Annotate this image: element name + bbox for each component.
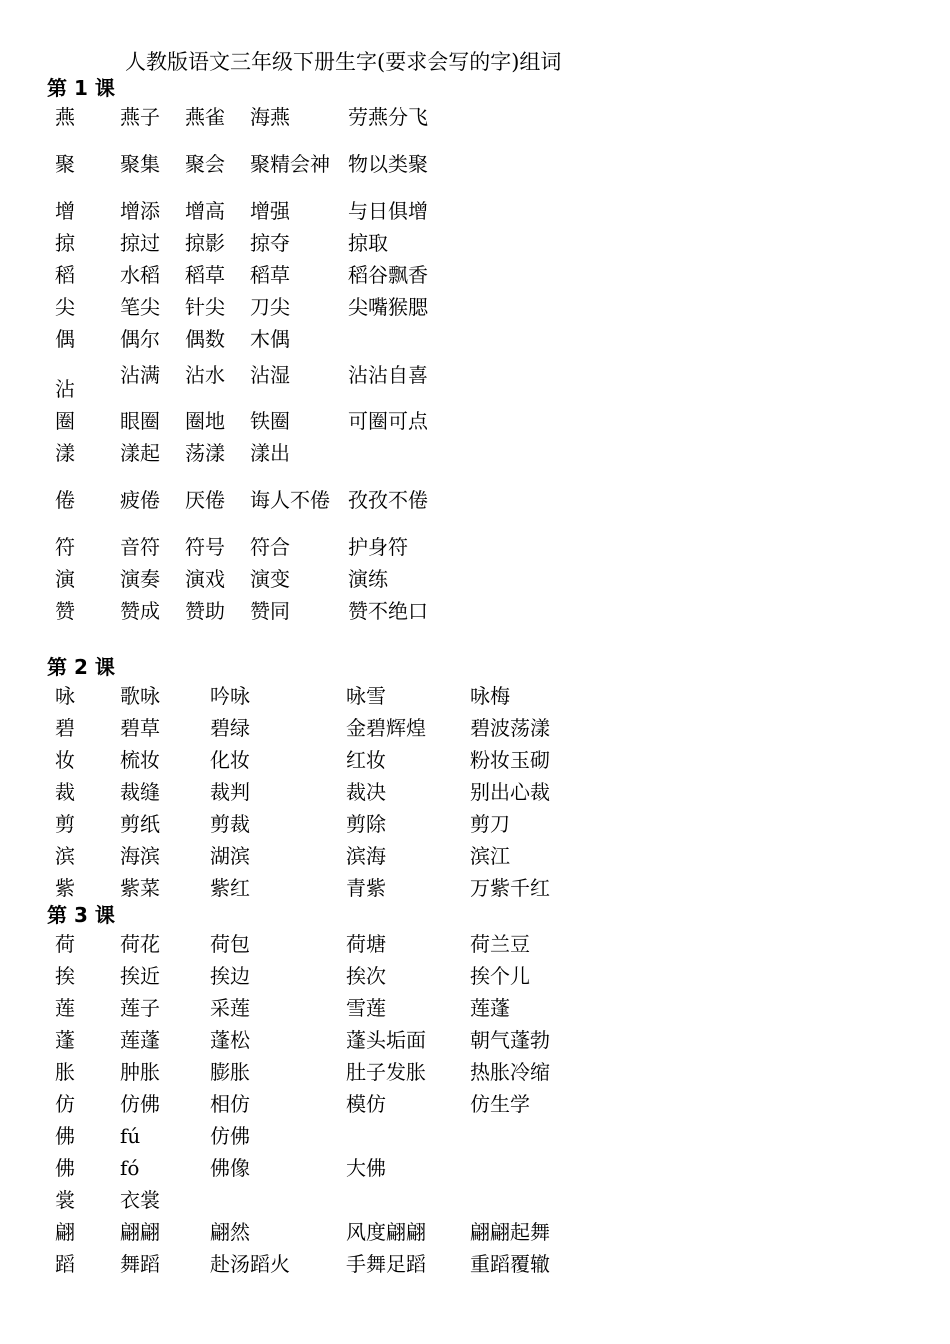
word-cell	[462, 1120, 572, 1152]
word-cell: 衣裳	[120, 1188, 160, 1212]
word-cell: 滨海	[346, 844, 386, 868]
character-cell: 演	[55, 567, 75, 591]
word-cell: 相仿	[210, 1092, 250, 1116]
word-cell	[340, 323, 450, 355]
word-cell: 增添	[120, 199, 160, 223]
character-cell: 裳	[55, 1188, 75, 1212]
word-cell: 赞不绝口	[348, 599, 428, 623]
word-cell: 赞成	[120, 599, 160, 623]
word-cell: 紫菜	[120, 876, 160, 900]
word-cell: 重蹈覆辙	[470, 1252, 550, 1276]
word-cell: 刀尖	[250, 295, 290, 319]
word-cell: 偶数	[185, 327, 225, 351]
word-cell: 诲人不倦	[250, 487, 330, 512]
word-row	[47, 1216, 572, 1248]
word-cell: 粉妆玉砌	[470, 748, 550, 772]
word-cell: 别出心裁	[470, 780, 550, 804]
word-cell: 漾出	[250, 441, 290, 465]
word-cell: 热胀冷缩	[470, 1060, 550, 1084]
word-cell: 沾满	[120, 363, 160, 387]
word-row	[47, 744, 572, 776]
word-row	[47, 680, 572, 712]
character-cell: 聚	[55, 152, 75, 176]
word-cell: 符号	[185, 535, 225, 559]
word-cell: 增高	[185, 199, 225, 223]
word-row	[47, 563, 450, 595]
word-row	[47, 960, 572, 992]
word-cell: 符合	[250, 535, 290, 559]
character-cell: 裁	[55, 780, 75, 804]
word-cell	[340, 437, 450, 469]
word-cell: 滨江	[470, 844, 510, 868]
word-cell: 咏梅	[470, 684, 510, 708]
word-row	[47, 259, 450, 291]
word-cell: 圈地	[185, 409, 225, 433]
document-title: 人教版语文三年级下册生字(要求会写的字)组词	[125, 50, 562, 74]
word-cell: 肚子发胀	[346, 1060, 426, 1084]
word-row	[47, 437, 450, 469]
character-cell: 咏	[55, 684, 75, 708]
word-row	[47, 227, 450, 259]
word-cell: 聚精会神	[250, 151, 330, 176]
character-cell: 圈	[55, 409, 75, 433]
word-row	[47, 808, 572, 840]
word-cell: 荷塘	[346, 932, 386, 956]
word-cell: 红妆	[346, 748, 386, 772]
lesson-2-heading: 第 2 课	[47, 655, 115, 679]
word-cell: 荷包	[210, 932, 250, 956]
word-row	[47, 1184, 572, 1216]
word-cell: 演奏	[120, 567, 160, 591]
word-cell: 采莲	[210, 996, 250, 1020]
character-cell: 漾	[55, 441, 75, 465]
word-cell: 稻谷飘香	[348, 263, 428, 287]
word-cell: 青紫	[346, 876, 386, 900]
word-cell: 梳妆	[120, 748, 160, 772]
word-cell: 可圈可点	[348, 409, 428, 433]
word-cell: 蓬头垢面	[346, 1028, 426, 1052]
word-cell: 咏雪	[346, 684, 386, 708]
word-cell	[338, 1120, 462, 1152]
word-row	[47, 840, 572, 872]
lesson-1-word-table	[47, 101, 450, 627]
character-cell: 碧	[55, 716, 75, 740]
word-cell: 裁决	[346, 780, 386, 804]
character-cell: 燕	[55, 105, 75, 129]
word-cell: 聚集	[120, 152, 160, 176]
word-cell: 湖滨	[210, 844, 250, 868]
word-cell: 翩翩	[120, 1220, 160, 1244]
word-cell: 仿佛	[210, 1124, 250, 1148]
word-cell: 莲子	[120, 996, 160, 1020]
word-cell: 膨胀	[210, 1060, 250, 1084]
word-cell: 剪刀	[470, 812, 510, 836]
character-cell: 挨	[55, 964, 75, 988]
character-cell: 仿	[55, 1092, 75, 1116]
lesson-1-heading: 第 1 课	[47, 76, 115, 100]
character-cell: 佛	[55, 1124, 75, 1148]
word-cell: 海滨	[120, 844, 160, 868]
word-row	[47, 405, 450, 437]
word-cell: 与日俱增	[348, 199, 428, 223]
word-row	[47, 355, 450, 405]
word-cell: 吟咏	[210, 684, 250, 708]
word-cell: 雪莲	[346, 996, 386, 1020]
word-cell: 剪除	[346, 812, 386, 836]
character-cell: 符	[55, 535, 75, 559]
word-row	[47, 928, 572, 960]
character-cell: 掠	[55, 231, 75, 255]
word-row	[47, 992, 572, 1024]
character-cell: 蓬	[55, 1028, 75, 1052]
word-row	[47, 595, 450, 627]
word-row	[47, 531, 450, 563]
word-cell: fó	[120, 1156, 140, 1180]
character-cell: 蹈	[55, 1252, 75, 1276]
word-cell: 掠影	[185, 231, 225, 255]
character-cell: 莲	[55, 996, 75, 1020]
character-cell: 倦	[55, 488, 75, 512]
word-cell: 掠过	[120, 231, 160, 255]
word-cell: 风度翩翩	[346, 1220, 426, 1244]
lesson-3-word-table	[47, 928, 572, 1280]
word-cell: 肿胀	[120, 1060, 160, 1084]
word-cell: 剪纸	[120, 812, 160, 836]
word-cell: 沾沾自喜	[348, 363, 428, 387]
character-cell: 滨	[55, 844, 75, 868]
word-cell: 金碧辉煌	[346, 716, 426, 740]
word-cell: 沾湿	[250, 363, 290, 387]
word-cell: 莲蓬	[120, 1028, 160, 1052]
word-cell: 掠取	[348, 231, 388, 255]
word-cell: 翩翩起舞	[470, 1220, 550, 1244]
word-cell: 演练	[348, 567, 388, 591]
word-row	[47, 872, 572, 904]
character-cell: 稻	[55, 263, 75, 287]
word-cell: 蓬松	[210, 1028, 250, 1052]
word-cell: 裁缝	[120, 780, 160, 804]
word-cell: 莲蓬	[470, 996, 510, 1020]
word-cell: 仿佛	[120, 1092, 160, 1116]
word-cell: 漾起	[120, 441, 160, 465]
character-cell: 胀	[55, 1060, 75, 1084]
word-cell: 模仿	[346, 1092, 386, 1116]
character-cell: 妆	[55, 748, 75, 772]
word-cell: 稻草	[250, 263, 290, 287]
word-row	[47, 712, 572, 744]
word-row	[47, 776, 572, 808]
word-cell: 赞助	[185, 599, 225, 623]
word-cell: 聚会	[185, 152, 225, 176]
word-cell: 增强	[250, 199, 290, 223]
word-row	[47, 133, 450, 195]
word-row	[47, 1056, 572, 1088]
character-cell: 增	[55, 199, 75, 223]
word-row	[47, 195, 450, 227]
word-cell	[462, 1152, 572, 1184]
word-cell: 歌咏	[120, 684, 160, 708]
word-cell: 剪裁	[210, 812, 250, 836]
word-cell: 护身符	[348, 535, 408, 559]
word-cell: 沾水	[185, 363, 225, 387]
character-cell: 佛	[55, 1156, 75, 1180]
character-cell: 紫	[55, 876, 75, 900]
word-cell: 针尖	[185, 295, 225, 319]
word-row	[47, 291, 450, 323]
word-row	[47, 1248, 572, 1280]
word-cell	[338, 1184, 462, 1216]
word-cell: 荷兰豆	[470, 932, 530, 956]
word-cell: 水稻	[120, 263, 160, 287]
word-cell: 挨近	[120, 964, 160, 988]
word-row	[47, 1024, 572, 1056]
word-cell: 燕子	[120, 105, 160, 129]
word-cell: 大佛	[346, 1156, 386, 1180]
word-cell: 赞同	[250, 599, 290, 623]
lesson-3-heading: 第 3 课	[47, 903, 115, 927]
word-cell: 荡漾	[185, 441, 225, 465]
word-row	[47, 1088, 572, 1120]
lesson-2-word-table	[47, 680, 572, 904]
word-cell: 挨边	[210, 964, 250, 988]
word-row	[47, 323, 450, 355]
word-cell: 音符	[120, 535, 160, 559]
word-cell: 掠夺	[250, 231, 290, 255]
word-row	[47, 1152, 572, 1184]
word-cell: 紫红	[210, 876, 250, 900]
word-row	[47, 101, 450, 133]
word-cell: 铁圈	[250, 409, 290, 433]
word-cell: 万紫千红	[470, 876, 550, 900]
word-cell: 孜孜不倦	[348, 488, 428, 512]
word-cell	[462, 1184, 572, 1216]
character-cell: 剪	[55, 812, 75, 836]
character-cell: 赞	[55, 599, 75, 623]
word-cell: 厌倦	[185, 488, 225, 512]
word-cell: 仿生学	[470, 1092, 530, 1116]
word-cell: 稻草	[185, 263, 225, 287]
word-cell: 手舞足蹈	[346, 1252, 426, 1276]
word-cell: 偶尔	[120, 327, 160, 351]
character-cell: 沾	[55, 377, 75, 401]
word-cell: 佛像	[210, 1156, 250, 1180]
word-cell: 疲倦	[120, 488, 160, 512]
character-cell: 翩	[55, 1220, 75, 1244]
word-cell: 朝气蓬勃	[470, 1028, 550, 1052]
word-cell: 裁判	[210, 780, 250, 804]
word-cell: 舞蹈	[120, 1252, 160, 1276]
word-cell: 演变	[250, 567, 290, 591]
word-cell	[202, 1184, 338, 1216]
word-cell: 劳燕分飞	[348, 105, 428, 129]
word-cell: 化妆	[210, 748, 250, 772]
word-cell: 荷花	[120, 932, 160, 956]
word-cell: 碧绿	[210, 716, 250, 740]
word-cell: 挨次	[346, 964, 386, 988]
word-cell: 海燕	[250, 105, 290, 129]
word-cell: 演戏	[185, 567, 225, 591]
character-cell: 荷	[55, 932, 75, 956]
character-cell: 尖	[55, 295, 75, 319]
word-cell: 翩然	[210, 1220, 250, 1244]
word-cell: 笔尖	[120, 295, 160, 319]
word-cell: 眼圈	[120, 409, 160, 433]
word-row	[47, 469, 450, 531]
word-cell: 物以类聚	[348, 152, 428, 176]
word-cell: 尖嘴猴腮	[348, 295, 428, 319]
word-cell: fú	[120, 1124, 141, 1148]
word-cell: 挨个儿	[470, 964, 530, 988]
word-cell: 赴汤蹈火	[210, 1252, 290, 1276]
character-cell: 偶	[55, 327, 75, 351]
word-cell: 燕雀	[185, 105, 225, 129]
word-cell: 木偶	[250, 327, 290, 351]
word-cell: 碧波荡漾	[470, 716, 550, 740]
word-cell: 碧草	[120, 716, 160, 740]
word-row	[47, 1120, 572, 1152]
